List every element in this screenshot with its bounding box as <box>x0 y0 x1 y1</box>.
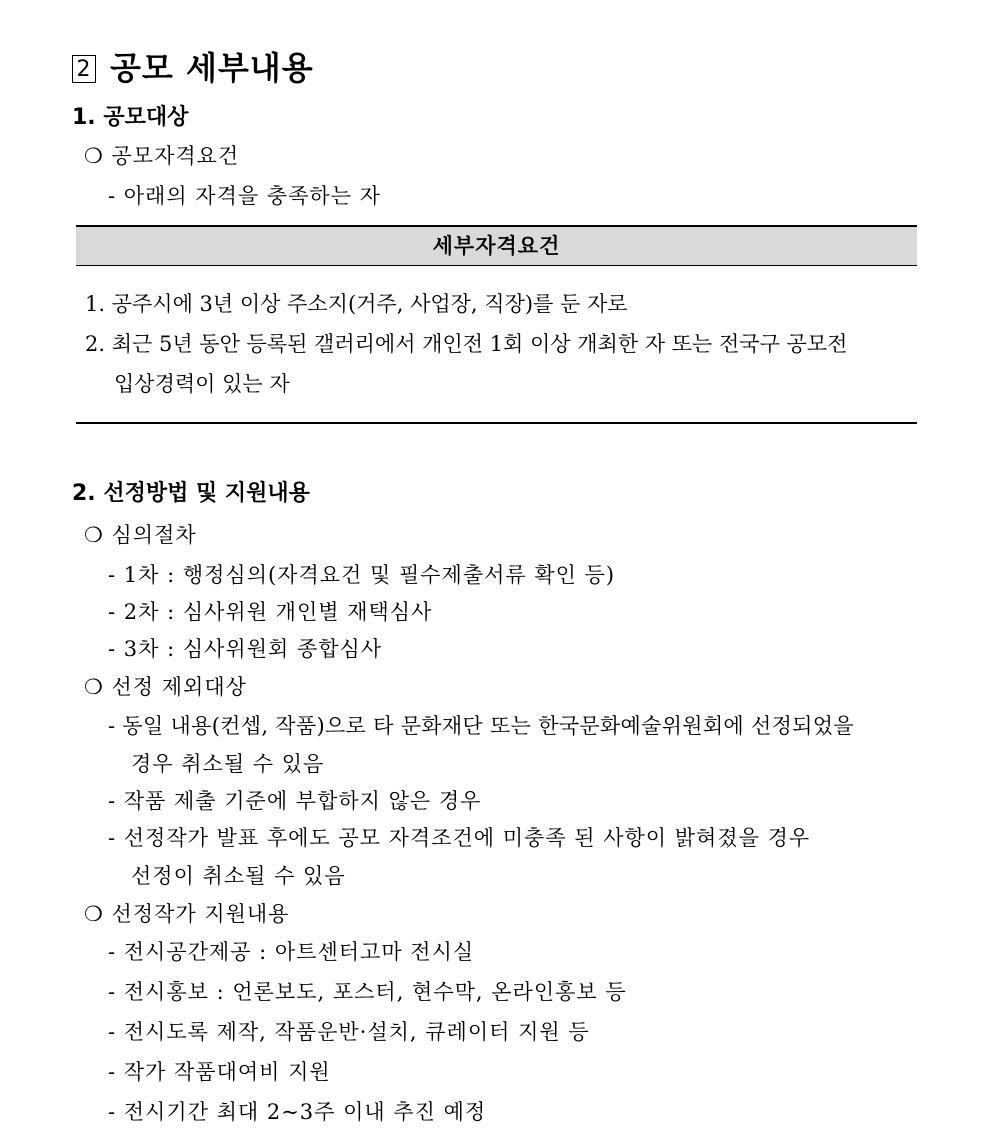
sub-qualification: - 아래의 자격을 충족하는 자 <box>108 184 381 208</box>
support-line-4: - 작가 작품대여비 지원 <box>108 1060 331 1084</box>
qualification-item-2: 2. 최근 5년 동안 등록된 갤러리에서 개인전 1회 이상 개최한 자 또는 전국구 공모전 <box>85 332 848 356</box>
heading-selection-support: 2. 선정방법 및 지원내용 <box>72 481 310 506</box>
exclusion-line-1-cont: 경우 취소될 수 있음 <box>131 752 325 776</box>
section-title-text: 공모 세부내용 <box>110 49 314 87</box>
qualification-box-header: 세부자격요건 <box>76 227 917 266</box>
bullet-support-content: ❍ 선정작가 지원내용 <box>84 902 290 926</box>
review-line-2: - 2차 : 심사위원 개인별 재택심사 <box>108 600 433 624</box>
heading-recruitment-target: 1. 공모대상 <box>72 105 189 130</box>
bullet-qualification: ❍ 공모자격요건 <box>84 144 240 168</box>
support-line-5: - 전시기간 최대 2~3주 이내 추진 예정 <box>108 1100 487 1124</box>
section-title <box>72 46 314 90</box>
support-line-1: - 전시공간제공 : 아트센터고마 전시실 <box>108 940 475 964</box>
review-line-1: - 1차 : 행정심의(자격요건 및 필수제출서류 확인 등) <box>108 563 616 587</box>
review-line-3: - 3차 : 심사위원회 종합심사 <box>108 637 383 661</box>
qualification-item-2-cont: 입상경력이 있는 자 <box>114 372 290 396</box>
bullet-review-procedure: ❍ 심의절차 <box>84 523 197 547</box>
qualification-box <box>76 225 917 424</box>
exclusion-line-3-cont: 선정이 취소될 수 있음 <box>131 864 346 888</box>
exclusion-line-2: - 작품 제출 기준에 부합하지 않은 경우 <box>108 789 482 813</box>
bullet-exclusion: ❍ 선정 제외대상 <box>84 675 247 699</box>
exclusion-line-3: - 선정작가 발표 후에도 공모 자격조건에 미충족 된 사항이 밝혀졌을 경우 <box>108 826 811 850</box>
exclusion-line-1: - 동일 내용(컨셉, 작품)으로 타 문화재단 또는 한국문화예술위원회에 선정되었을 <box>108 714 854 738</box>
section-number: 2 <box>72 55 96 83</box>
support-line-3: - 전시도록 제작, 작품운반·설치, 큐레이터 지원 등 <box>108 1020 590 1044</box>
support-line-2: - 전시홍보 : 언론보도, 포스터, 현수막, 온라인홍보 등 <box>108 980 627 1004</box>
qualification-item-1: 1. 공주시에 3년 이상 주소지(거주, 사업장, 직장)를 둔 자로 <box>85 292 628 316</box>
